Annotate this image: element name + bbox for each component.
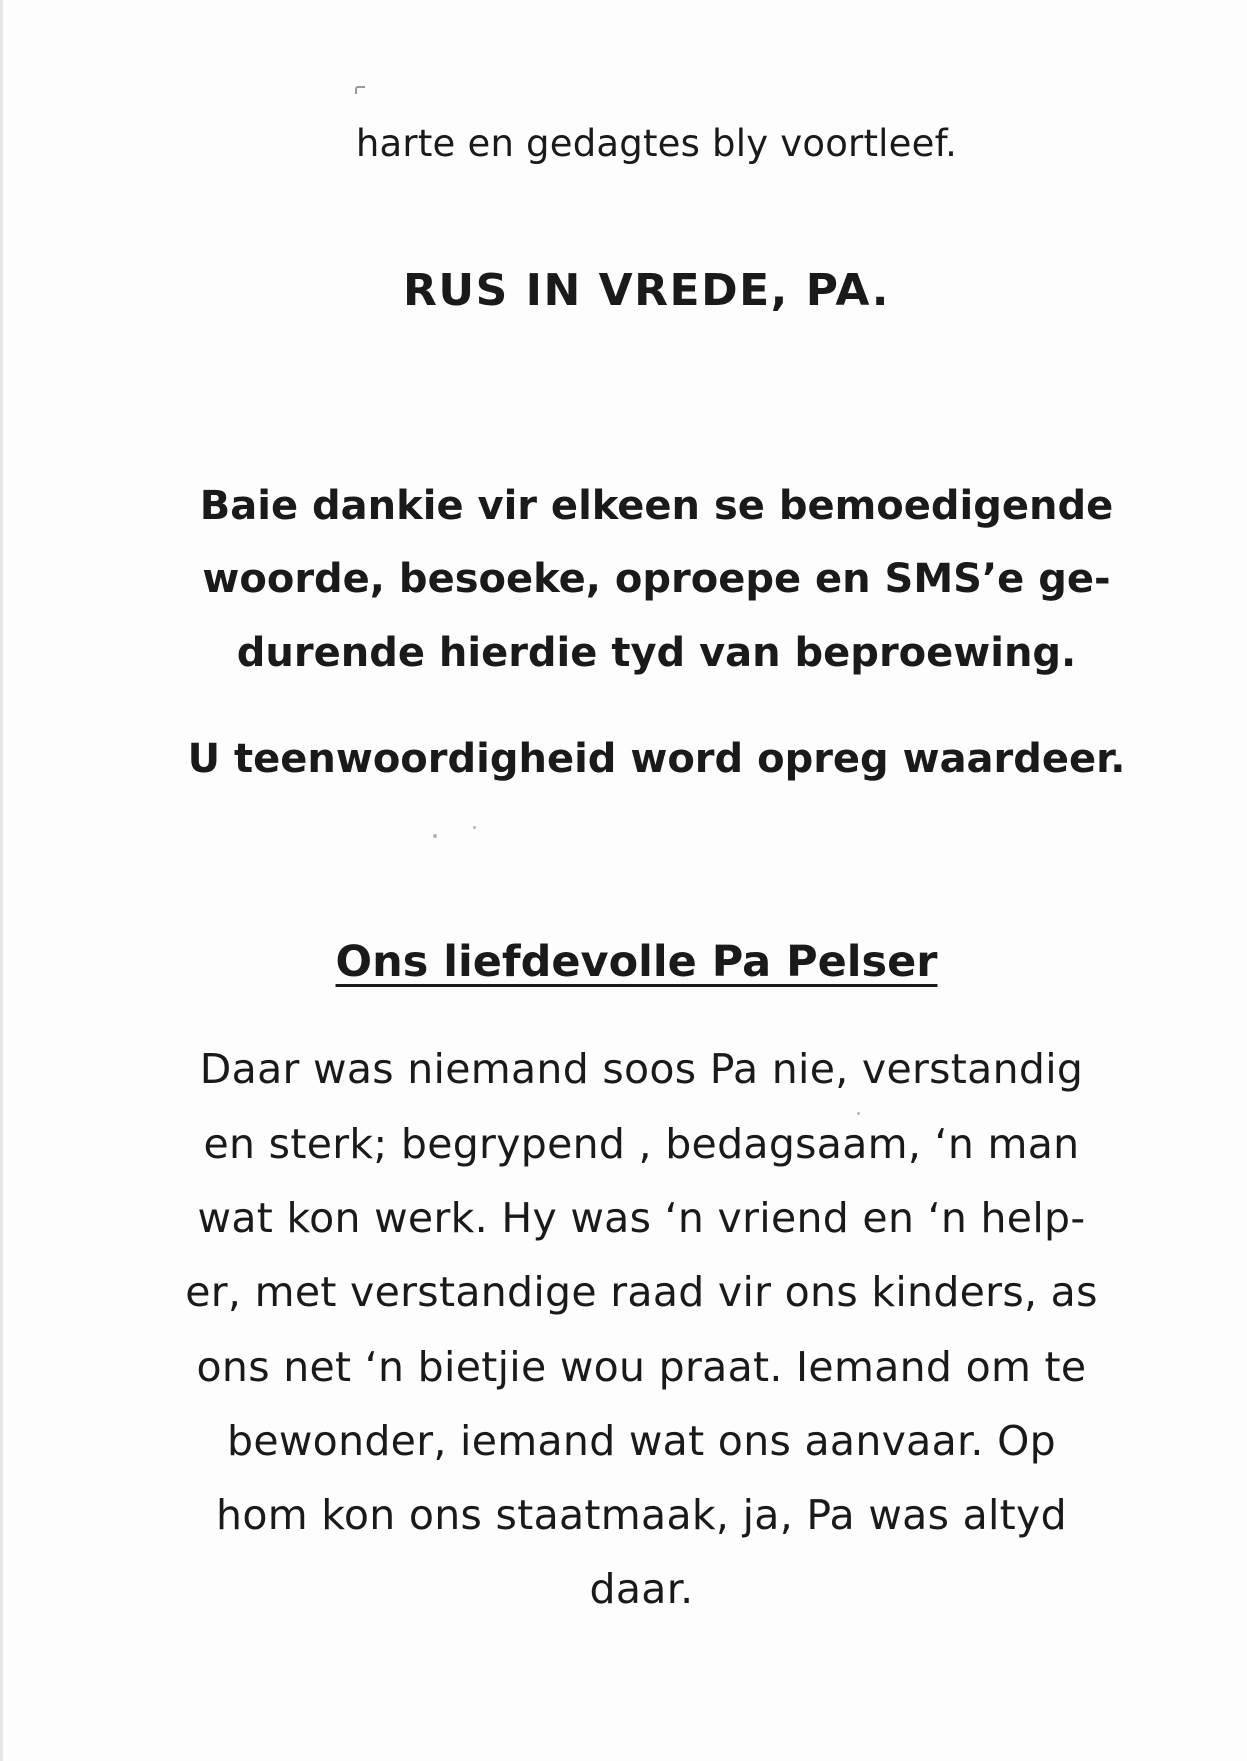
- poem-line: daar.: [589, 1565, 694, 1613]
- poem-title-text: Ons liefdevolle Pa Pelser: [335, 937, 938, 987]
- farewell-heading: RUS IN VREDE, PA.: [402, 265, 891, 316]
- poem-line: er, met verstandige raad vir ons kinders, as: [185, 1268, 1098, 1316]
- poem-title: [13, 937, 1247, 987]
- scan-artifact-mark: [355, 86, 365, 94]
- poem-line: ons net ‘n bietjie wou praat. Iemand om te: [196, 1343, 1087, 1391]
- poem-line: hom kon ons staatmaak, ja, Pa was altyd: [216, 1491, 1067, 1539]
- thanks-line: U teenwoordigheid word opreg waardeer.: [187, 736, 1126, 782]
- scan-speck: [433, 834, 437, 838]
- poem-line: Daar was niemand soos Pa nie, verstandig: [199, 1045, 1084, 1093]
- thanks-line: Baie dankie vir elkeen se bemoedigende: [199, 483, 1114, 529]
- scan-speck: [857, 1112, 860, 1115]
- intro-line: harte en gedagtes bly voortleef.: [355, 122, 958, 165]
- poem-line: wat kon werk. Hy was ‘n vriend en ‘n help-: [197, 1194, 1086, 1242]
- poem-line: bewonder, iemand wat ons aanvaar. Op: [227, 1417, 1056, 1465]
- poem-line: en sterk; begrypend , bedagsaam, ‘n man: [203, 1120, 1080, 1168]
- scan-speck: [473, 826, 476, 829]
- thanks-line: woorde, besoeke, oproepe en SMS’e ge-: [202, 556, 1111, 602]
- thanks-line: durende hierdie tyd van beproewing.: [236, 630, 1077, 676]
